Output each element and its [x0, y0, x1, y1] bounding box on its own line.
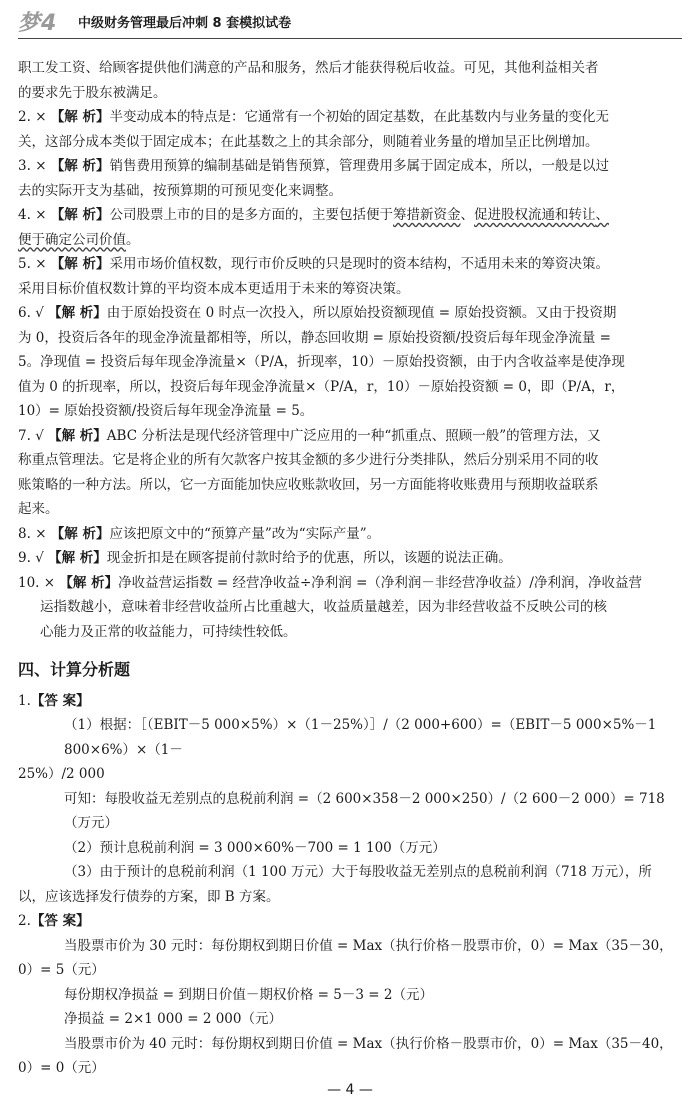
analysis-tag: 【解 析】: [48, 550, 107, 566]
continued-text: 职工发工资、给顾客提供他们满意的产品和服务，然后才能获得税后收益。可见，其他利益相关者: [18, 60, 599, 76]
answer-item-7: 7. √ 【解 析】ABC 分析法是现代经济管理中广泛应用的一种“抓重点、照顾一般”的管理方法，又 称重点管理法。它是将企业的所有欠款客户按其金额的多少进行分类排队，然后分别采用不同的收 账策略的一种方法。所以，它一方面能加快应收账款收回，另一方面能将收账费用与预期收益联系 起来。: [18, 427, 601, 517]
page-content: [18, 56, 682, 1081]
calc-question-2: 2.【答 案】 当股票市价为 30 元时：每份期权到期日价值 = Max（执行价格－股票市价，0）= Max（35－30， 0）= 5（元） 每份期权净损益 = 到期日价值－期权价格 = 5－3 = 2（元） 净损益 = 2×1 000 = 2 000（元） 当股票市价为 40 元时：每份期权到期日价值 = Max（执行价格－股票市价，0）= Max（35－40， 0）= 0（元）: [18, 913, 673, 1076]
analysis-tag: 【解 析】: [50, 207, 110, 223]
analysis-tag: 【解 析】: [50, 525, 110, 542]
answer-item-5: 5. × 【解 析】采用市场价值权数，现行市价反映的只是现时的资本结构，不适用未来的筹资决策。 采用目标价值权数计算的平均资本成本更适用于未来的筹资决策。: [18, 256, 609, 297]
answer-item-9: 9. √ 【解 析】现金折扣是在顾客提前付款时给予的优惠，所以，该题的说法正确。: [18, 550, 512, 566]
analysis-tag: 【解 析】: [50, 158, 110, 174]
check-mark: √: [35, 427, 44, 444]
wrong-mark: ×: [35, 207, 47, 223]
section-heading: 四、计算分析题: [18, 660, 131, 679]
answer-tag: 【答 案】: [30, 913, 90, 929]
wrong-mark: ×: [35, 158, 47, 174]
answer-item-10: 10. × 【解 析】净收益营运指数 = 经营净收益÷净利润 =（净利润－非经营净收益）/净利润，净收益营 运指数越小，意味着非经营收益所占比重越大，收益质量越差，因为非经营收益不反映公司的核 心能力及正常的收益能力，可持续性较低。: [18, 574, 642, 640]
analysis-tag: 【解 析】: [48, 427, 107, 444]
answer-item-4: 4. × 【解 析】公司股票上市的目的是多方面的，主要包括便于筹措新资金、促进股权流通和转让、 便于确定公司价值。: [18, 207, 609, 248]
wrong-mark: ×: [35, 525, 47, 542]
answer-item-8: 8. × 【解 析】应该把原文中的“预算产量”改为“实际产量”。: [18, 525, 381, 542]
book-title: 中级财务管理最后冲刺 8 套模拟试卷: [78, 16, 292, 31]
answer-tag: 【答 案】: [30, 692, 90, 709]
analysis-tag: 【解 析】: [59, 574, 119, 591]
calc-question-1: 1.【答 案】 （1）根据：［（EBIT－5 000×5%）×（1－25%）］/（2 000+600）=（EBIT－5 000×5%－1 800×6%）×（1－ 25%）/2 000 可知：每股收益无差别点的息税前利润 =（2 600×358－2 000×250）/（2 600－2 000）= 718（万元） （2）预计息税前利润 = 3 000×60%－700 = 1 100（万元） （3）由于预计的息税前利润（1 100 万元）大于每股收益无差别点的息税前利润（718 万元），所 以，应该选择发行债券的方案，即 B 方案。: [18, 692, 665, 905]
series-logo: 梦4: [18, 11, 58, 36]
answer-item-6: 6. √ 【解 析】由于原始投资在 0 时点一次投入，所以原始投资额现值 = 原始投资额。又由于投资期 为 0，投资后各年的现金净流量都相等，所以，静态回收期 = 原始投资额/投资后每年现金净流量 = 5。净现值 = 投资后每年现金净流量×（P/A，折现率，10）－原始投资额，由于内含收益率是使净现 值为 0 的折现率，所以，投资后每年现金净流量×（P/A，r，10）－原始投资额 = 0，即（P/A，r， 10）= 原始投资额/投资后每年现金净流量 = 5。: [18, 305, 625, 419]
continued-text: 的要求先于股东被满足。: [18, 84, 167, 101]
emphasis-text: 便于确定公司价值: [18, 231, 126, 248]
wrong-mark: ×: [43, 574, 56, 591]
wrong-mark: ×: [35, 256, 47, 272]
page-number: — 4 —: [327, 1082, 373, 1098]
page-header: [0, 0, 700, 40]
wrong-mark: ×: [35, 109, 47, 125]
header-divider: [18, 38, 682, 39]
answer-item-3: 3. × 【解 析】销售费用预算的编制基础是销售预算，管理费用多属于固定成本，所以，一般是以过 去的实际开支为基础，按预算期的可预见变化来调整。: [18, 158, 609, 199]
analysis-tag: 【解 析】: [50, 256, 110, 272]
check-mark: √: [35, 305, 44, 321]
answer-item-2: 2. × 【解 析】半变动成本的特点是：它通常有一个初始的固定基数，在此基数内与业务量的变化无 关，这部分成本类似于固定成本；在此基数之上的其余部分，则随着业务量的增加呈正比例增加。: [18, 109, 609, 150]
emphasis-text: 筹措新资金: [393, 207, 461, 223]
emphasis-text: 促进股权流通和转让: [474, 207, 596, 223]
analysis-tag: 【解 析】: [48, 305, 107, 321]
analysis-tag: 【解 析】: [50, 109, 110, 125]
check-mark: √: [35, 550, 44, 566]
